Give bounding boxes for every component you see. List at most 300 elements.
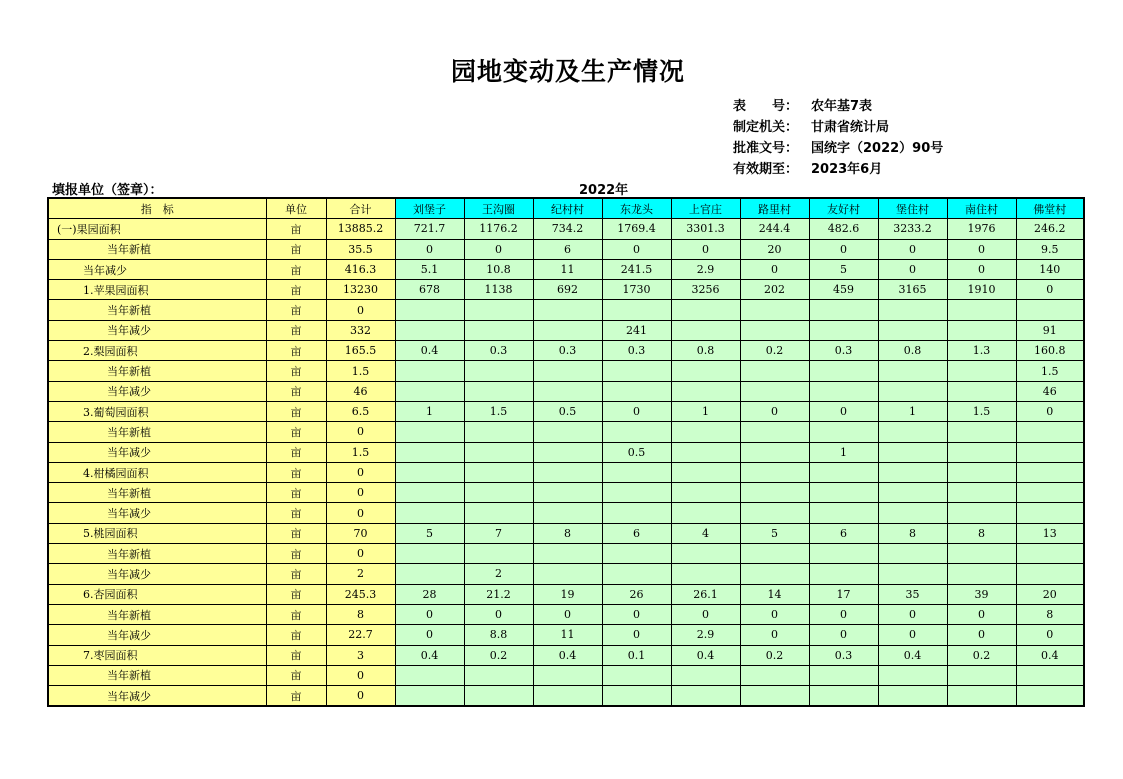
village-value-cell: 26.1 xyxy=(671,584,740,604)
village-value-cell: 0.5 xyxy=(602,442,671,462)
village-value-cell: 39 xyxy=(947,584,1016,604)
row-total: 0 xyxy=(326,483,395,503)
row-total: 35.5 xyxy=(326,239,395,259)
village-value-cell: 0.2 xyxy=(464,645,533,665)
row-indicator: 当年减少 xyxy=(48,564,266,584)
village-value-cell: 0 xyxy=(878,625,947,645)
village-value-cell xyxy=(878,483,947,503)
village-value-cell: 8 xyxy=(1016,604,1084,624)
village-value-cell xyxy=(809,483,878,503)
row-indicator: 当年减少 xyxy=(48,259,266,279)
row-indicator: 7.枣园面积 xyxy=(48,645,266,665)
village-value-cell: 0 xyxy=(602,604,671,624)
village-value-cell: 0 xyxy=(1016,401,1084,421)
village-value-cell: 35 xyxy=(878,584,947,604)
table-row xyxy=(48,381,1084,401)
village-value-cell xyxy=(878,320,947,340)
table-row xyxy=(48,483,1084,503)
village-value-cell: 8 xyxy=(947,523,1016,543)
village-value-cell: 0.4 xyxy=(1016,645,1084,665)
village-value-cell xyxy=(878,442,947,462)
meta-row-valid-until xyxy=(733,159,943,180)
row-indicator: 4.柑橘园面积 xyxy=(48,462,266,482)
village-value-cell xyxy=(947,544,1016,564)
row-total: 1.5 xyxy=(326,442,395,462)
row-indicator: 3.葡萄园面积 xyxy=(48,401,266,421)
village-value-cell: 2.9 xyxy=(671,625,740,645)
village-value-cell: 0.3 xyxy=(809,341,878,361)
village-value-cell: 11 xyxy=(533,259,602,279)
orchard-table xyxy=(47,197,1085,707)
header-village: 纪村村 xyxy=(533,198,602,219)
row-indicator: 当年新植 xyxy=(48,544,266,564)
meta-label: 表 号： xyxy=(733,99,799,114)
village-value-cell xyxy=(740,462,809,482)
village-value-cell xyxy=(533,483,602,503)
table-row xyxy=(48,462,1084,482)
village-value-cell xyxy=(602,483,671,503)
village-value-cell xyxy=(464,300,533,320)
village-value-cell xyxy=(947,442,1016,462)
village-value-cell xyxy=(1016,442,1084,462)
village-value-cell xyxy=(740,503,809,523)
row-unit: 亩 xyxy=(266,564,326,584)
village-value-cell: 1 xyxy=(395,401,464,421)
village-value-cell: 0.2 xyxy=(740,341,809,361)
fill-unit-label: 填报单位（签章）： xyxy=(52,183,163,198)
row-unit: 亩 xyxy=(266,442,326,462)
table-row xyxy=(48,686,1084,707)
table-row xyxy=(48,341,1084,361)
village-value-cell: 0 xyxy=(809,625,878,645)
village-value-cell: 1 xyxy=(671,401,740,421)
row-indicator: 当年减少 xyxy=(48,381,266,401)
meta-row-authority xyxy=(733,117,943,138)
village-value-cell xyxy=(395,320,464,340)
village-value-cell xyxy=(602,503,671,523)
meta-label: 批准文号： xyxy=(733,141,799,156)
village-value-cell: 14 xyxy=(740,584,809,604)
table-header-row xyxy=(48,198,1084,219)
village-value-cell xyxy=(533,564,602,584)
village-value-cell: 1.5 xyxy=(1016,361,1084,381)
village-value-cell xyxy=(671,686,740,707)
row-unit: 亩 xyxy=(266,462,326,482)
village-value-cell: 241.5 xyxy=(602,259,671,279)
village-value-cell: 0 xyxy=(602,401,671,421)
village-value-cell: 459 xyxy=(809,280,878,300)
row-indicator: 6.杏园面积 xyxy=(48,584,266,604)
table-row xyxy=(48,564,1084,584)
village-value-cell: 8 xyxy=(533,523,602,543)
village-value-cell xyxy=(947,422,1016,442)
header-village: 东龙头 xyxy=(602,198,671,219)
village-value-cell: 246.2 xyxy=(1016,219,1084,239)
village-value-cell xyxy=(464,381,533,401)
village-value-cell xyxy=(947,462,1016,482)
meta-row-form-number xyxy=(733,96,943,117)
village-value-cell xyxy=(878,381,947,401)
village-value-cell xyxy=(533,300,602,320)
village-value-cell: 0 xyxy=(878,259,947,279)
village-value-cell xyxy=(878,462,947,482)
village-value-cell xyxy=(878,422,947,442)
village-value-cell: 0.8 xyxy=(878,341,947,361)
village-value-cell xyxy=(395,544,464,564)
row-unit: 亩 xyxy=(266,544,326,564)
village-value-cell xyxy=(947,483,1016,503)
village-value-cell xyxy=(671,544,740,564)
village-value-cell xyxy=(740,686,809,707)
village-value-cell xyxy=(947,320,1016,340)
table-row xyxy=(48,401,1084,421)
village-value-cell: 6 xyxy=(809,523,878,543)
village-value-cell xyxy=(1016,483,1084,503)
village-value-cell xyxy=(395,483,464,503)
row-unit: 亩 xyxy=(266,686,326,707)
village-value-cell: 0 xyxy=(395,239,464,259)
header-village: 刘堡子 xyxy=(395,198,464,219)
village-value-cell xyxy=(809,544,878,564)
table-row xyxy=(48,300,1084,320)
village-value-cell xyxy=(947,686,1016,707)
village-value-cell: 0 xyxy=(809,604,878,624)
row-unit: 亩 xyxy=(266,381,326,401)
village-value-cell xyxy=(395,381,464,401)
village-value-cell: 0.1 xyxy=(602,645,671,665)
village-value-cell: 8.8 xyxy=(464,625,533,645)
row-total: 0 xyxy=(326,686,395,707)
row-unit: 亩 xyxy=(266,584,326,604)
village-value-cell: 3256 xyxy=(671,280,740,300)
village-value-cell: 0.3 xyxy=(464,341,533,361)
village-value-cell: 0 xyxy=(947,259,1016,279)
table-row xyxy=(48,523,1084,543)
row-indicator: 5.桃园面积 xyxy=(48,523,266,543)
table-row xyxy=(48,503,1084,523)
row-indicator: 2.梨园面积 xyxy=(48,341,266,361)
village-value-cell xyxy=(464,686,533,707)
village-value-cell xyxy=(809,686,878,707)
row-unit: 亩 xyxy=(266,320,326,340)
village-value-cell: 0.4 xyxy=(671,645,740,665)
village-value-cell xyxy=(464,544,533,564)
row-total: 46 xyxy=(326,381,395,401)
village-value-cell xyxy=(740,361,809,381)
village-value-cell: 734.2 xyxy=(533,219,602,239)
village-value-cell xyxy=(671,381,740,401)
table-row xyxy=(48,422,1084,442)
row-indicator: 当年新植 xyxy=(48,604,266,624)
village-value-cell: 0 xyxy=(602,239,671,259)
village-value-cell xyxy=(602,300,671,320)
village-value-cell: 0.3 xyxy=(809,645,878,665)
village-value-cell: 5.1 xyxy=(395,259,464,279)
village-value-cell: 0 xyxy=(1016,280,1084,300)
row-unit: 亩 xyxy=(266,239,326,259)
village-value-cell xyxy=(464,422,533,442)
meta-value: 农年基7表 xyxy=(811,99,873,114)
village-value-cell xyxy=(671,462,740,482)
village-value-cell: 160.8 xyxy=(1016,341,1084,361)
village-value-cell xyxy=(809,300,878,320)
village-value-cell: 0.4 xyxy=(878,645,947,665)
village-value-cell: 5 xyxy=(809,259,878,279)
row-indicator: 当年新植 xyxy=(48,300,266,320)
village-value-cell xyxy=(1016,665,1084,685)
village-value-cell: 0.3 xyxy=(602,341,671,361)
village-value-cell xyxy=(602,361,671,381)
row-total: 22.7 xyxy=(326,625,395,645)
village-value-cell xyxy=(740,544,809,564)
meta-label: 制定机关： xyxy=(733,120,799,135)
village-value-cell xyxy=(533,442,602,462)
village-value-cell: 482.6 xyxy=(809,219,878,239)
row-total: 0 xyxy=(326,422,395,442)
table-body xyxy=(48,219,1084,707)
row-unit: 亩 xyxy=(266,523,326,543)
village-value-cell: 7 xyxy=(464,523,533,543)
header-village: 南住村 xyxy=(947,198,1016,219)
village-value-cell: 1 xyxy=(809,442,878,462)
row-total: 0 xyxy=(326,544,395,564)
village-value-cell: 1.5 xyxy=(464,401,533,421)
village-value-cell xyxy=(464,665,533,685)
village-value-cell xyxy=(809,564,878,584)
row-indicator: 当年新植 xyxy=(48,239,266,259)
village-value-cell xyxy=(395,665,464,685)
village-value-cell xyxy=(878,544,947,564)
village-value-cell: 2.9 xyxy=(671,259,740,279)
village-value-cell: 1976 xyxy=(947,219,1016,239)
header-indicator: 指 标 xyxy=(48,198,266,219)
village-value-cell xyxy=(671,503,740,523)
village-value-cell xyxy=(602,422,671,442)
form-meta xyxy=(733,96,943,180)
row-total: 0 xyxy=(326,462,395,482)
row-unit: 亩 xyxy=(266,401,326,421)
village-value-cell xyxy=(395,686,464,707)
village-value-cell xyxy=(602,381,671,401)
table-row xyxy=(48,259,1084,279)
village-value-cell xyxy=(533,422,602,442)
village-value-cell xyxy=(533,686,602,707)
village-value-cell: 3301.3 xyxy=(671,219,740,239)
village-value-cell xyxy=(809,665,878,685)
village-value-cell: 0.5 xyxy=(533,401,602,421)
village-value-cell xyxy=(878,300,947,320)
village-value-cell: 17 xyxy=(809,584,878,604)
village-value-cell xyxy=(878,503,947,523)
village-value-cell: 0 xyxy=(740,604,809,624)
row-indicator: 当年新植 xyxy=(48,483,266,503)
village-value-cell xyxy=(1016,422,1084,442)
header-village: 上官庄 xyxy=(671,198,740,219)
village-value-cell: 9.5 xyxy=(1016,239,1084,259)
row-total: 2 xyxy=(326,564,395,584)
village-value-cell: 0 xyxy=(671,239,740,259)
village-value-cell xyxy=(740,300,809,320)
village-value-cell: 0 xyxy=(395,604,464,624)
village-value-cell xyxy=(878,564,947,584)
village-value-cell: 0 xyxy=(464,239,533,259)
village-value-cell: 0.2 xyxy=(947,645,1016,665)
village-value-cell xyxy=(878,361,947,381)
village-value-cell xyxy=(1016,462,1084,482)
village-value-cell: 0.8 xyxy=(671,341,740,361)
village-value-cell: 1176.2 xyxy=(464,219,533,239)
row-unit: 亩 xyxy=(266,625,326,645)
village-value-cell xyxy=(464,320,533,340)
header-village: 王沟圈 xyxy=(464,198,533,219)
village-value-cell xyxy=(464,361,533,381)
header-village: 佛堂村 xyxy=(1016,198,1084,219)
row-total: 165.5 xyxy=(326,341,395,361)
village-value-cell: 1730 xyxy=(602,280,671,300)
village-value-cell xyxy=(533,361,602,381)
village-value-cell xyxy=(947,361,1016,381)
village-value-cell: 0 xyxy=(947,239,1016,259)
village-value-cell: 0 xyxy=(602,625,671,645)
village-value-cell xyxy=(809,422,878,442)
row-indicator: 1.苹果园面积 xyxy=(48,280,266,300)
table-row xyxy=(48,442,1084,462)
row-unit: 亩 xyxy=(266,361,326,381)
village-value-cell: 2 xyxy=(464,564,533,584)
village-value-cell xyxy=(533,462,602,482)
village-value-cell: 1138 xyxy=(464,280,533,300)
row-total: 3 xyxy=(326,645,395,665)
row-indicator: 当年减少 xyxy=(48,686,266,707)
row-total: 1.5 xyxy=(326,361,395,381)
table-row xyxy=(48,320,1084,340)
village-value-cell xyxy=(602,564,671,584)
village-value-cell xyxy=(533,381,602,401)
row-total: 70 xyxy=(326,523,395,543)
row-unit: 亩 xyxy=(266,503,326,523)
row-unit: 亩 xyxy=(266,280,326,300)
village-value-cell xyxy=(671,564,740,584)
village-value-cell: 13 xyxy=(1016,523,1084,543)
village-value-cell: 19 xyxy=(533,584,602,604)
row-indicator: 当年新植 xyxy=(48,361,266,381)
village-value-cell xyxy=(671,300,740,320)
row-total: 13230 xyxy=(326,280,395,300)
village-value-cell xyxy=(395,462,464,482)
row-total: 416.3 xyxy=(326,259,395,279)
village-value-cell: 11 xyxy=(533,625,602,645)
village-value-cell xyxy=(602,665,671,685)
village-value-cell: 46 xyxy=(1016,381,1084,401)
village-value-cell xyxy=(878,686,947,707)
row-unit: 亩 xyxy=(266,422,326,442)
report-year: 2022年 xyxy=(579,183,629,198)
village-value-cell xyxy=(395,422,464,442)
village-value-cell: 0 xyxy=(1016,625,1084,645)
table-row xyxy=(48,239,1084,259)
village-value-cell xyxy=(464,442,533,462)
village-value-cell: 1910 xyxy=(947,280,1016,300)
village-value-cell xyxy=(947,564,1016,584)
village-value-cell xyxy=(809,381,878,401)
village-value-cell: 0 xyxy=(809,239,878,259)
table-row xyxy=(48,604,1084,624)
village-value-cell: 202 xyxy=(740,280,809,300)
village-value-cell xyxy=(740,483,809,503)
village-value-cell: 0.4 xyxy=(533,645,602,665)
meta-label: 有效期至： xyxy=(733,162,799,177)
village-value-cell: 8 xyxy=(878,523,947,543)
row-unit: 亩 xyxy=(266,300,326,320)
village-value-cell xyxy=(533,544,602,564)
village-value-cell xyxy=(740,564,809,584)
row-total: 245.3 xyxy=(326,584,395,604)
row-unit: 亩 xyxy=(266,665,326,685)
village-value-cell xyxy=(1016,686,1084,707)
village-value-cell xyxy=(533,665,602,685)
table-row xyxy=(48,665,1084,685)
village-value-cell: 678 xyxy=(395,280,464,300)
village-value-cell: 0 xyxy=(464,604,533,624)
meta-value: 甘肃省统计局 xyxy=(811,120,890,135)
village-value-cell: 0 xyxy=(740,401,809,421)
village-value-cell: 0 xyxy=(947,625,1016,645)
row-indicator: 当年减少 xyxy=(48,503,266,523)
village-value-cell xyxy=(947,300,1016,320)
village-value-cell xyxy=(740,422,809,442)
table-row xyxy=(48,219,1084,239)
header-unit: 单位 xyxy=(266,198,326,219)
village-value-cell xyxy=(947,665,1016,685)
village-value-cell: 244.4 xyxy=(740,219,809,239)
row-total: 13885.2 xyxy=(326,219,395,239)
village-value-cell: 721.7 xyxy=(395,219,464,239)
row-unit: 亩 xyxy=(266,259,326,279)
village-value-cell xyxy=(395,503,464,523)
village-value-cell: 0 xyxy=(740,625,809,645)
village-value-cell xyxy=(395,564,464,584)
village-value-cell: 1 xyxy=(878,401,947,421)
village-value-cell: 5 xyxy=(740,523,809,543)
row-total: 0 xyxy=(326,665,395,685)
village-value-cell: 6 xyxy=(533,239,602,259)
village-value-cell: 0.3 xyxy=(533,341,602,361)
village-value-cell xyxy=(671,361,740,381)
header-village: 友好村 xyxy=(809,198,878,219)
village-value-cell: 3165 xyxy=(878,280,947,300)
village-value-cell: 28 xyxy=(395,584,464,604)
village-value-cell xyxy=(464,503,533,523)
village-value-cell: 20 xyxy=(740,239,809,259)
row-indicator: 当年减少 xyxy=(48,320,266,340)
village-value-cell: 0.2 xyxy=(740,645,809,665)
row-total: 8 xyxy=(326,604,395,624)
village-value-cell xyxy=(671,665,740,685)
row-total: 332 xyxy=(326,320,395,340)
meta-value: 2023年6月 xyxy=(811,162,883,177)
village-value-cell xyxy=(740,665,809,685)
row-indicator: 当年新植 xyxy=(48,422,266,442)
row-total: 6.5 xyxy=(326,401,395,421)
meta-row-approval xyxy=(733,138,943,159)
village-value-cell xyxy=(809,361,878,381)
village-value-cell xyxy=(671,422,740,442)
village-value-cell: 10.8 xyxy=(464,259,533,279)
village-value-cell xyxy=(602,462,671,482)
village-value-cell xyxy=(947,503,1016,523)
village-value-cell xyxy=(947,381,1016,401)
village-value-cell: 4 xyxy=(671,523,740,543)
